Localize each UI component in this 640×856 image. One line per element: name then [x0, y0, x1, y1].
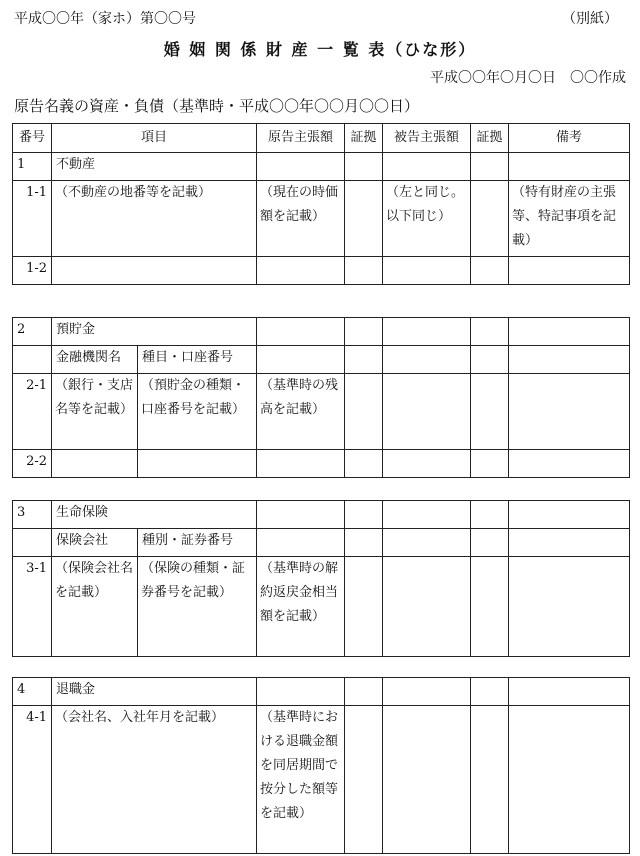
remarks: （特有財産の主張等、特記事項を記載） — [509, 181, 630, 257]
table-header-row — [13, 124, 630, 153]
category-number: 2 — [13, 318, 52, 346]
row-number: 1-2 — [13, 257, 52, 285]
table-row — [13, 374, 630, 450]
category-name: 退職金 — [52, 678, 257, 706]
insurance-company: （保険会社名を記載） — [52, 557, 138, 657]
row-number: 4-1 — [13, 706, 52, 854]
item-description: （不動産の地番等を記載） — [52, 181, 257, 257]
subheader-row — [13, 529, 630, 557]
real-estate-table — [12, 123, 630, 285]
retirement-table — [12, 677, 630, 854]
category-number: 4 — [13, 678, 52, 706]
subheader-institution: 金融機関名 — [52, 346, 138, 374]
category-name: 預貯金 — [52, 318, 257, 346]
plaintiff-amount: （基準時における退職金額を同居期間で按分した額等を記載） — [257, 706, 345, 854]
plaintiff-amount: （基準時の解約返戻金相当額を記載） — [257, 557, 345, 657]
category-row-retirement — [13, 678, 630, 706]
row-number: 2-1 — [13, 374, 52, 450]
column-header-defendant-evidence: 証拠 — [471, 124, 509, 153]
section-heading: 原告名義の資産・負債（基準時・平成〇〇年〇〇月〇〇日） — [14, 97, 420, 115]
account-type: （預貯金の種類・口座番号を記載） — [138, 374, 257, 450]
policy-type: （保険の種類・証券番号を記載） — [138, 557, 257, 657]
row-number: 2-2 — [13, 450, 52, 478]
category-name: 生命保険 — [52, 501, 257, 529]
row-number: 1-1 — [13, 181, 52, 257]
category-row-insurance — [13, 501, 630, 529]
column-header-number: 番号 — [13, 124, 52, 153]
category-number: 1 — [13, 153, 52, 181]
table-row — [13, 181, 630, 257]
column-header-defendant-amount: 被告主張額 — [383, 124, 471, 153]
case-number: 平成〇〇年（家ホ）第〇〇号 — [14, 11, 196, 27]
table-row — [13, 557, 630, 657]
insurance-table — [12, 500, 630, 657]
item-description: （会社名、入社年月を記載） — [52, 706, 257, 854]
attachment-label: （別紙） — [562, 11, 618, 27]
table-row — [13, 450, 630, 478]
category-number: 3 — [13, 501, 52, 529]
document-title: 婚 姻 関 係 財 産 一 覧 表（ひな形） — [163, 40, 477, 59]
subheader-policy-type: 種別・証券番号 — [138, 529, 257, 557]
date-line: 平成〇〇年〇月〇日 〇〇作成 — [430, 70, 626, 86]
column-header-plaintiff-evidence: 証拠 — [345, 124, 383, 153]
category-name: 不動産 — [52, 153, 257, 181]
category-row-real-estate — [13, 153, 630, 181]
table-row — [13, 706, 630, 854]
plaintiff-amount: （現在の時価額を記載） — [257, 181, 345, 257]
column-header-remarks: 備考 — [509, 124, 630, 153]
plaintiff-amount: （基準時の残高を記載） — [257, 374, 345, 450]
deposits-table — [12, 317, 630, 478]
institution-name: （銀行・支店名等を記載） — [52, 374, 138, 450]
column-header-plaintiff-amount: 原告主張額 — [257, 124, 345, 153]
subheader-row — [13, 346, 630, 374]
subheader-company: 保険会社 — [52, 529, 138, 557]
row-number: 3-1 — [13, 557, 52, 657]
table-row — [13, 257, 630, 285]
column-header-item: 項目 — [52, 124, 257, 153]
category-row-deposits — [13, 318, 630, 346]
subheader-account-type: 種目・口座番号 — [138, 346, 257, 374]
defendant-amount: （左と同じ。以下同じ） — [383, 181, 471, 257]
